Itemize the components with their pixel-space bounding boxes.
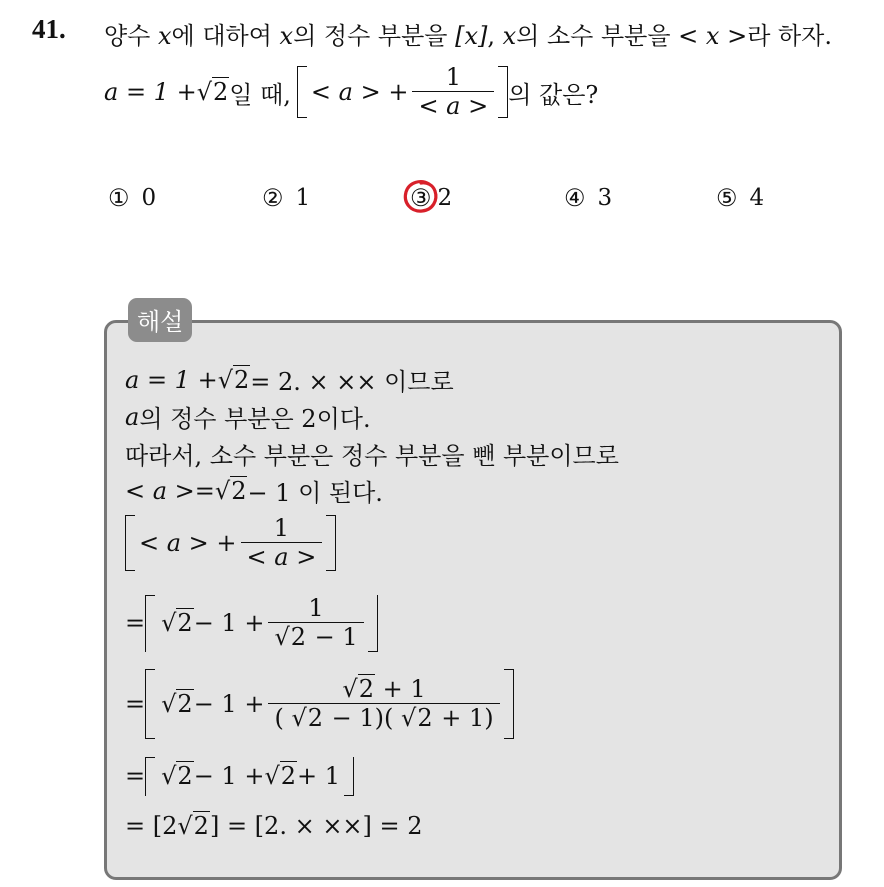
choice-2[interactable] (262, 184, 310, 212)
choice-mark: ⑤ (716, 184, 738, 212)
sqrt-sign: √ (291, 703, 307, 732)
solution-tag: 해설 (128, 298, 192, 342)
sqrt-expression (401, 703, 434, 732)
sqrt-expression (264, 762, 297, 790)
sqrt-radicand: 2 (358, 675, 374, 704)
sqrt-expression (197, 78, 230, 106)
sol-fraction (268, 677, 499, 730)
sol-text: = (125, 609, 146, 637)
sol-text: = [2 (125, 812, 178, 840)
solution-line-5 (125, 512, 336, 574)
choice-mark: ③ (410, 184, 432, 212)
q-text: 라 하자. (747, 22, 832, 50)
q-inner-expression: < a > + (310, 78, 409, 106)
sqrt-sign: √ (196, 78, 212, 106)
sqrt-radicand: 2 (280, 762, 297, 790)
q-text: , (487, 22, 503, 50)
solution-line-7 (125, 668, 514, 740)
q-fraction (412, 65, 494, 118)
sqrt-expression (291, 703, 324, 732)
sol-text: a = 1 + (125, 365, 218, 394)
question-text-line1 (104, 16, 832, 51)
bracket-right (504, 669, 514, 739)
sqrt-sign: √ (342, 675, 358, 704)
sol-inner-expression: < a > + (139, 529, 237, 557)
sol-text: = 2. × ×× 이므로 (250, 368, 454, 396)
sqrt-radicand: 2 (233, 365, 250, 394)
sol-text: − 1)( (324, 703, 402, 732)
q-text: 의 소수 부분을 (516, 22, 679, 50)
q-text: 의 값은? (508, 80, 599, 109)
bracket-left (297, 66, 307, 118)
sqrt-expression (161, 762, 194, 790)
choice-4[interactable] (564, 184, 612, 212)
sqrt-sign: √ (177, 812, 193, 840)
sqrt-radicand: 2 (307, 703, 324, 732)
solution-line-1 (125, 362, 454, 397)
sol-text: + 1 (297, 762, 341, 790)
floor-bracket-right (368, 595, 378, 652)
sqrt-sign: √ (161, 609, 177, 637)
choice-1[interactable] (108, 184, 156, 212)
answer-circle-mark (402, 178, 440, 216)
sqrt-radicand: 2 (177, 609, 193, 637)
sqrt-radicand: 2 (417, 703, 433, 732)
choice-value: 0 (141, 185, 157, 211)
q-var-x: x (502, 22, 517, 50)
sol-text: + 1 (374, 675, 426, 704)
fraction-denominator: < a > (412, 91, 494, 119)
bracket-right (498, 66, 508, 118)
sol-text: − 1 이 된다. (247, 479, 383, 507)
solution-line-9 (125, 812, 423, 840)
bracket-left (145, 669, 155, 739)
sqrt-radicand: 2 (177, 690, 193, 718)
solution-line-8 (125, 754, 354, 798)
choice-value: 4 (749, 185, 765, 211)
solution-line-3: 따라서, 소수 부분은 정수 부분을 뺀 부분이므로 (125, 442, 619, 470)
sqrt-radicand: 2 (290, 622, 307, 651)
q-var-x: x (279, 22, 294, 50)
sqrt-sign: √ (264, 762, 280, 790)
choice-5[interactable] (716, 184, 764, 212)
sol-text: − 1 + (193, 690, 265, 718)
floor-bracket-left (145, 757, 155, 796)
choice-value: 1 (295, 185, 311, 211)
sol-var-a: a (125, 402, 140, 431)
sqrt-sign: √ (401, 703, 417, 732)
q-a-definition: a = 1 + (104, 78, 197, 106)
sol-text: − 1 + (193, 609, 265, 637)
choice-mark: ④ (564, 184, 586, 212)
choice-mark: ① (108, 184, 130, 212)
q-text: 일 때, (229, 80, 291, 109)
sol-text: 의 정수 부분은 2이다. (139, 405, 371, 433)
sqrt-sign: √ (214, 476, 231, 505)
question-number: 41. (32, 14, 66, 44)
bracket-right (326, 515, 336, 571)
choice-value: 2 (437, 185, 453, 211)
sol-text: ( (274, 703, 292, 732)
fraction-denominator (268, 703, 499, 731)
question-text-line2 (104, 62, 598, 122)
bracket-left (125, 515, 135, 571)
sqrt-sign: √ (217, 365, 233, 394)
sqrt-radicand: 2 (231, 476, 247, 505)
q-fraction-part-notation: < x > (678, 22, 748, 50)
sqrt-expression (218, 366, 251, 394)
fraction-numerator: 1 (308, 594, 324, 623)
sol-text: − 1 (307, 622, 358, 651)
solution-line-4 (125, 473, 383, 508)
sol-text: ] = [2. × ××] = 2 (209, 812, 423, 840)
sqrt-expression (161, 690, 194, 718)
sqrt-expression (215, 477, 248, 505)
fraction-denominator: < a > (241, 542, 323, 570)
fraction-numerator: 1 (273, 514, 290, 543)
sqrt-radicand: 2 (177, 762, 193, 790)
fraction-numerator: 1 (445, 63, 461, 92)
choice-value: 3 (597, 185, 613, 211)
sol-text: + 1) (433, 703, 494, 732)
solution-line-6 (125, 592, 378, 654)
sqrt-expression (161, 609, 194, 637)
sqrt-sign: √ (161, 762, 177, 790)
sol-text: < a >= (125, 476, 215, 505)
fraction-numerator (338, 677, 429, 702)
sqrt-expression (342, 677, 375, 702)
sqrt-radicand: 2 (212, 78, 229, 106)
sol-fraction (241, 516, 323, 569)
sqrt-radicand: 2 (193, 812, 209, 840)
floor-bracket-left (145, 595, 155, 652)
sqrt-expression (177, 812, 210, 840)
q-text: 양수 (104, 22, 158, 50)
q-text: 의 정수 부분을 (293, 22, 456, 50)
solution-line-2 (125, 399, 371, 434)
sqrt-sign: √ (274, 622, 290, 651)
q-var-x: x (158, 22, 172, 50)
sqrt-expression (274, 622, 307, 651)
sqrt-sign: √ (161, 690, 177, 718)
q-integer-part-notation: [x] (455, 22, 488, 50)
sol-text: = (125, 762, 146, 790)
fraction-denominator (268, 622, 363, 650)
choice-mark: ② (262, 184, 284, 212)
floor-bracket-right (344, 757, 354, 796)
sol-text: = (125, 690, 146, 718)
sol-text: − 1 + (193, 762, 265, 790)
q-text: 에 대하여 (171, 22, 280, 50)
sol-fraction (268, 596, 363, 649)
